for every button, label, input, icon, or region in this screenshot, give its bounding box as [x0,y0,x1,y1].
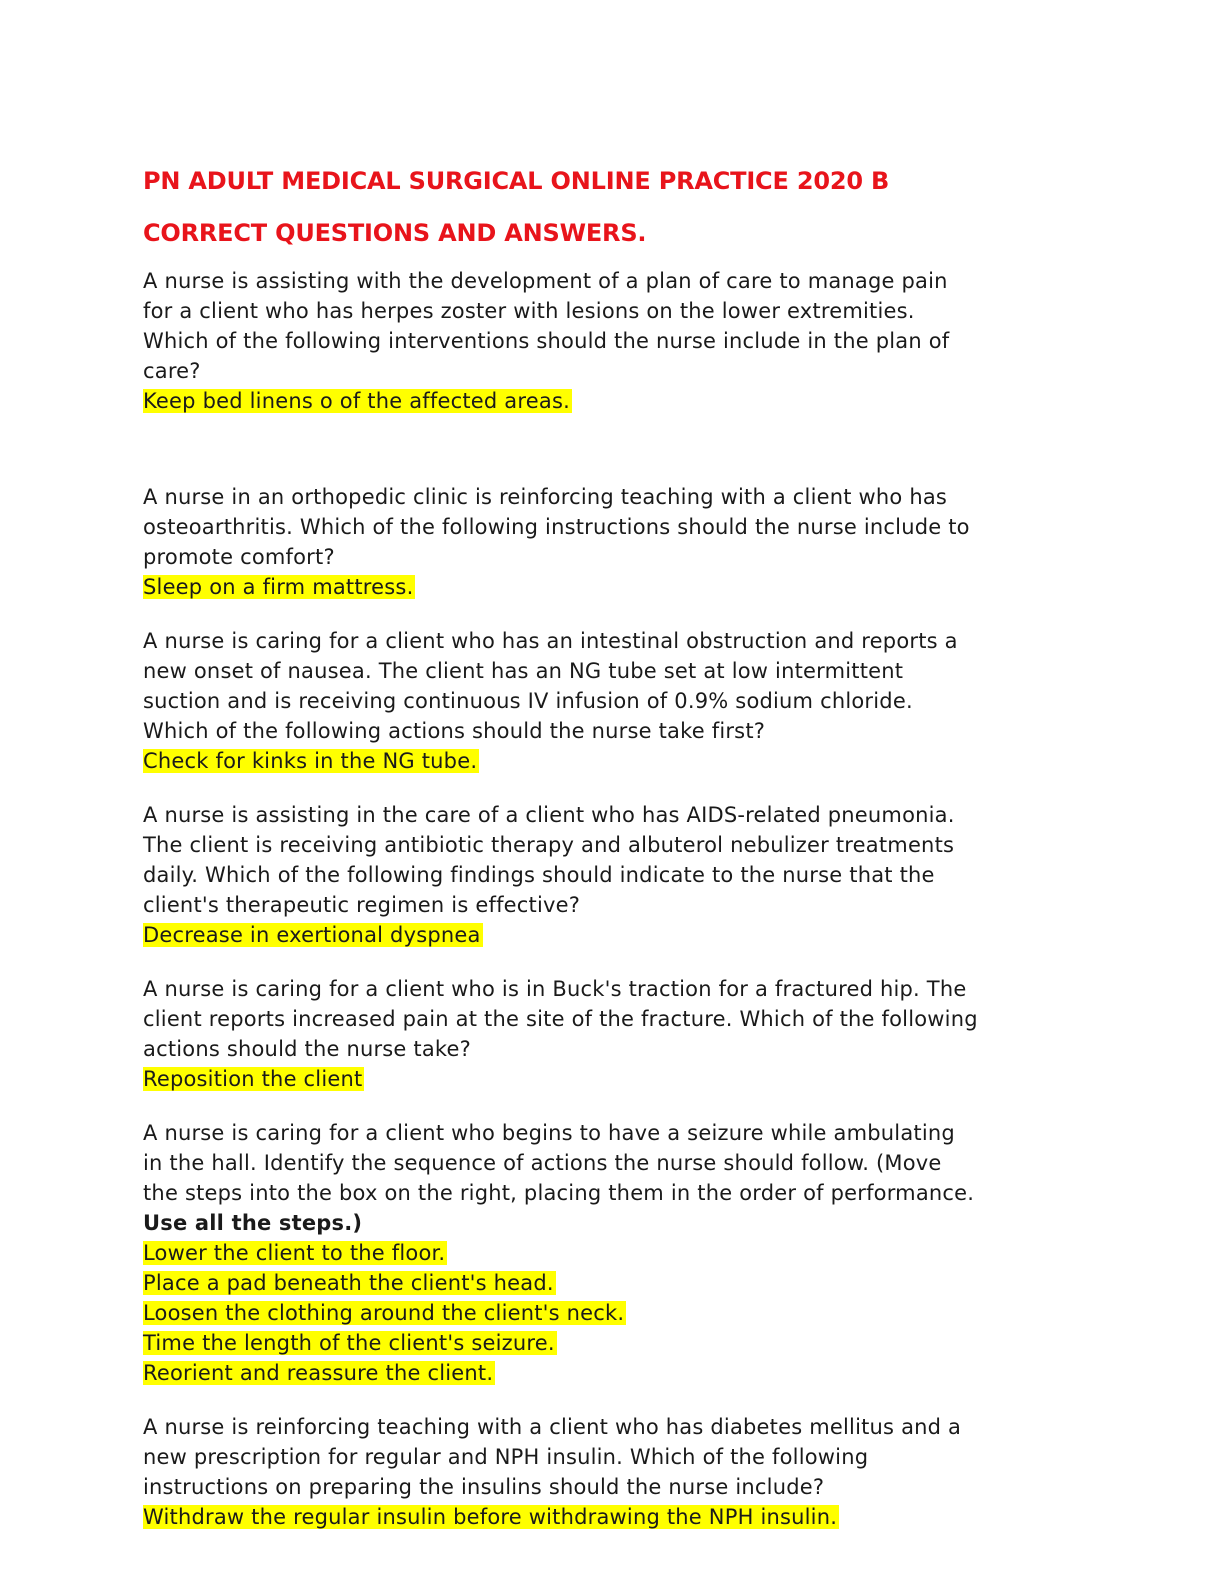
question-text: A nurse in an orthopedic clinic is reinforcing teaching with a client who has osteoarthritis. Which of the following instructions should the nurse include to promote comfort? [143,485,970,569]
answer-highlight: Lower the client to the floor. [143,1241,446,1265]
document-title: PN ADULT MEDICAL SURGICAL ONLINE PRACTICE 2020 B [143,167,890,195]
answer-highlight: Check for kinks in the NG tube. [143,749,478,773]
answer-step-4 [143,1328,1103,1358]
question-block-3 [143,626,1103,776]
question-text: A nurse is caring for a client who is in Buck's traction for a fractured hip. The client reports increased pain at the site of the fracture. Which of the following actions should the nurse take? [143,977,978,1061]
answer-text [143,1064,1103,1094]
answer-text [143,386,1103,416]
question-block-1 [143,266,1103,416]
answer-highlight: Reposition the client [143,1067,363,1091]
question-text: A nurse is assisting with the development of a plan of care to manage pain for a client who has herpes zoster with lesions on the lower extremities. Which of the following interventions should the nurse include in the plan of care? [143,269,950,383]
question-block-6 [143,1118,1103,1388]
question-text: A nurse is reinforcing teaching with a client who has diabetes mellitus and a new prescription for regular and NPH insulin. Which of the following instructions on preparing the insulins should the nurse include? [143,1415,962,1499]
answer-highlight: Withdraw the regular insulin before withdrawing the NPH insulin. [143,1505,838,1529]
answer-highlight: Decrease in exertional dyspnea [143,923,481,947]
answer-step-1 [143,1238,1103,1268]
answer-step-5 [143,1358,1103,1388]
answer-text [143,920,1103,950]
question-text: A nurse is caring for a client who begins to have a seizure while ambulating in the hall. Identify the sequence of actions the nurse should follow. (Move the steps into the box on the right, placing them in the order of performance. [143,1121,975,1205]
question-block-7 [143,1412,1103,1532]
question-text: A nurse is assisting in the care of a client who has AIDS-related pneumonia. The client is receiving antibiotic therapy and albuterol nebulizer treatments daily. Which of the following findings should indicate to the nurse that the client's therapeutic regimen is effective? [143,803,955,917]
answer-text [143,1502,1103,1532]
question-block-4 [143,800,1103,950]
answer-text [143,572,1103,602]
question-instruction-bold: Use all the steps.) [143,1211,363,1235]
answer-step-3 [143,1298,1103,1328]
answer-highlight: Keep bed linens o of the affected areas. [143,389,570,413]
document-subtitle: CORRECT QUESTIONS AND ANSWERS. [143,219,647,247]
question-block-5 [143,974,1103,1094]
question-block-2 [143,482,1103,602]
answer-text [143,746,1103,776]
answer-highlight: Time the length of the client's seizure. [143,1331,555,1355]
answer-highlight: Loosen the clothing around the client's neck. [143,1301,625,1325]
answer-highlight: Place a pad beneath the client's head. [143,1271,554,1295]
question-text: A nurse is caring for a client who has an intestinal obstruction and reports a new onset of nausea. The client has an NG tube set at low intermittent suction and is receiving continuous IV infusion of 0.9% sodium chloride. Which of the following actions should the nurse take first? [143,629,958,743]
document-page [143,166,1103,1532]
answer-highlight: Reorient and reassure the client. [143,1361,494,1385]
answer-step-2 [143,1268,1103,1298]
answer-highlight: Sleep on a firm mattress. [143,575,414,599]
